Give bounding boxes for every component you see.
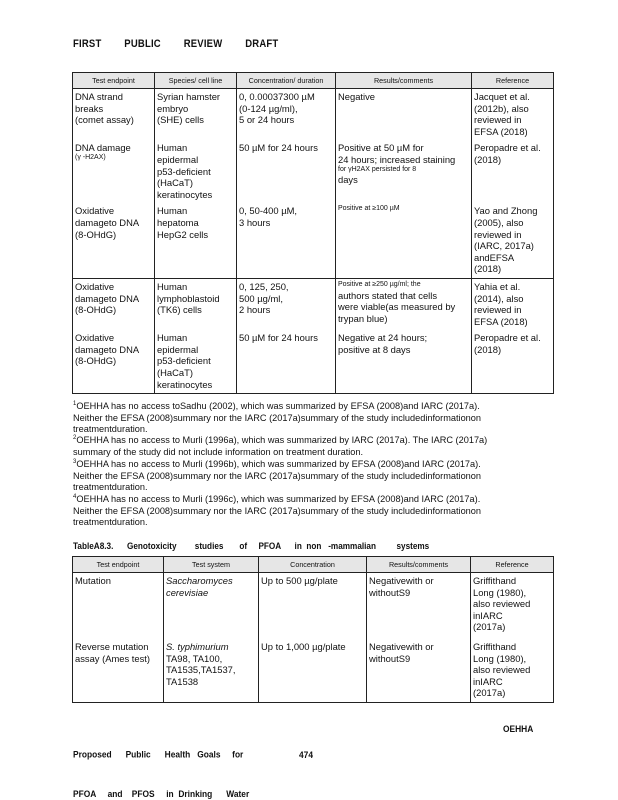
cell-concentration: 0, 0.00037300 µM (0-124 µg/ml), 5 or 24 hours [237, 89, 336, 141]
cell-endpoint: Oxidative damageto DNA (8-OHdG) [73, 330, 155, 393]
cell-test-system: S. typhimurium TA98, TA100, TA1535,TA1537, TA1538 [164, 639, 259, 702]
cell-concentration: 0, 125, 250, 500 µg/ml, 2 hours [237, 278, 336, 330]
cell-reference: Yahia et al. (2014), also reviewed in EFSA (2018) [472, 278, 554, 330]
cell-reference: Peropadre et al. (2018) [472, 330, 554, 393]
cell-reference: Jacquet et al. (2012b), also reviewed in EFSA (2018) [472, 89, 554, 141]
cell-endpoint: Mutation [73, 573, 164, 639]
genotoxicity-table-non-mammalian [72, 556, 554, 703]
cell-species: Human hepatoma HepG2 cells [155, 203, 237, 278]
table-row [73, 89, 554, 141]
cell-reference: Griffithand Long (1980), also reviewed inIARC (2017a) [471, 639, 554, 702]
column-header: Results/comments [336, 73, 472, 89]
cell-results: Positive at 50 µM for 24 hours; increased staining for γH2AX persisted for 8 days [336, 140, 472, 203]
cell-concentration: Up to 1,000 µg/plate [259, 639, 367, 702]
table-row [73, 573, 554, 639]
table-header-row [73, 557, 554, 573]
footer-agency: OEHHA [503, 723, 534, 735]
cell-reference: Peropadre et al. (2018) [472, 140, 554, 203]
header-word: DRAFT [245, 38, 279, 51]
column-header: Concentration/ duration [237, 73, 336, 89]
column-header: Test system [164, 557, 259, 573]
page-header [73, 38, 298, 51]
header-word: FIRST [73, 38, 102, 51]
footnote: $^3$OEHHA has no access to Murli (1996b), which was summarized by EFSA (2008)and IARC (2017a). Neither the EFSA (2008)summary nor the IARC (2017a)summary of the study includedinformationon treatmentduration. [73, 459, 482, 492]
cell-species: Human epidermal p53-deficient (HaCaT) keratinocytes [155, 140, 237, 203]
cell-endpoint: Oxidative damageto DNA (8-OHdG) [73, 203, 155, 278]
column-header: Reference [472, 73, 554, 89]
cell-concentration: Up to 500 µg/plate [259, 573, 367, 639]
table-header-row [73, 73, 554, 89]
column-header: Test endpoint [73, 73, 155, 89]
column-header: Test endpoint [73, 557, 164, 573]
table-row [73, 203, 554, 278]
cell-results: Negative [336, 89, 472, 141]
cell-test-system: Saccharomyces cerevisiae [164, 573, 259, 639]
table-caption: TableA8.3. Genotoxicity studies of PFOA in non -mammalian systems [73, 541, 430, 552]
cell-endpoint: DNA damage (γ -H2AX) [73, 140, 155, 203]
page-number: 474 [299, 749, 313, 761]
genotoxicity-table-mammalian [72, 72, 554, 394]
footnote: $^1$OEHHA has no access toSadhu (2002), which was summarized by EFSA (2008)and IARC (2017a). Neither the EFSA (2008)summary nor the IARC (2017a)summary of the study includedinformationon treatmentduration. [73, 401, 482, 434]
cell-concentration: 50 µM for 24 hours [237, 330, 336, 393]
cell-results: Positive at ≥100 µM [336, 203, 472, 278]
cell-species: Human epidermal p53-deficient (HaCaT) keratinocytes [155, 330, 237, 393]
column-header: Concentration [259, 557, 367, 573]
footer-title: Proposed Public Health Goals for PFOA and PFOS in Drinking Water [73, 748, 250, 799]
cell-endpoint: Oxidative damageto DNA (8-OHdG) [73, 278, 155, 330]
cell-concentration: 50 µM for 24 hours [237, 140, 336, 203]
cell-endpoint: Reverse mutation assay (Ames test) [73, 639, 164, 702]
cell-species: Human lymphoblastoid (TK6) cells [155, 278, 237, 330]
cell-results: Negative at 24 hours; positive at 8 days [336, 330, 472, 393]
header-word: PUBLIC [124, 38, 161, 51]
footnote: $^4$OEHHA has no access to Murli (1996c), which was summarized by EFSA (2008)and IARC (2017a). Neither the EFSA (2008)summary nor the IARC (2017a)summary of the study includedinformationon treatmentduration. [73, 494, 482, 527]
header-word: REVIEW [183, 38, 223, 51]
column-header: Results/comments [367, 557, 471, 573]
table-row [73, 639, 554, 702]
table-row [73, 140, 554, 203]
cell-endpoint: DNA strand breaks (comet assay) [73, 89, 155, 141]
footnote: $^2$OEHHA has no access to Murli (1996a), which was summarized by IARC (2017a). The IARC (2017a) summary of the study did not include information on treatment duration. [73, 435, 488, 457]
cell-results: Negativewith or withoutS9 [367, 573, 471, 639]
cell-species: Syrian hamster embryo (SHE) cells [155, 89, 237, 141]
cell-results: Negativewith or withoutS9 [367, 639, 471, 702]
table-row [73, 278, 554, 330]
cell-concentration: 0, 50-400 µM, 3 hours [237, 203, 336, 278]
column-header: Reference [471, 557, 554, 573]
cell-reference: Griffithand Long (1980), also reviewed inIARC (2017a) [471, 573, 554, 639]
table-row [73, 330, 554, 393]
cell-reference: Yao and Zhong (2005), also reviewed in (IARC, 2017a) andEFSA (2018) [472, 203, 554, 278]
column-header: Species/ cell line [155, 73, 237, 89]
cell-results: Positive at ≥250 µg/ml; the authors stated that cells were viable(as measured by trypan blue) [336, 278, 472, 330]
